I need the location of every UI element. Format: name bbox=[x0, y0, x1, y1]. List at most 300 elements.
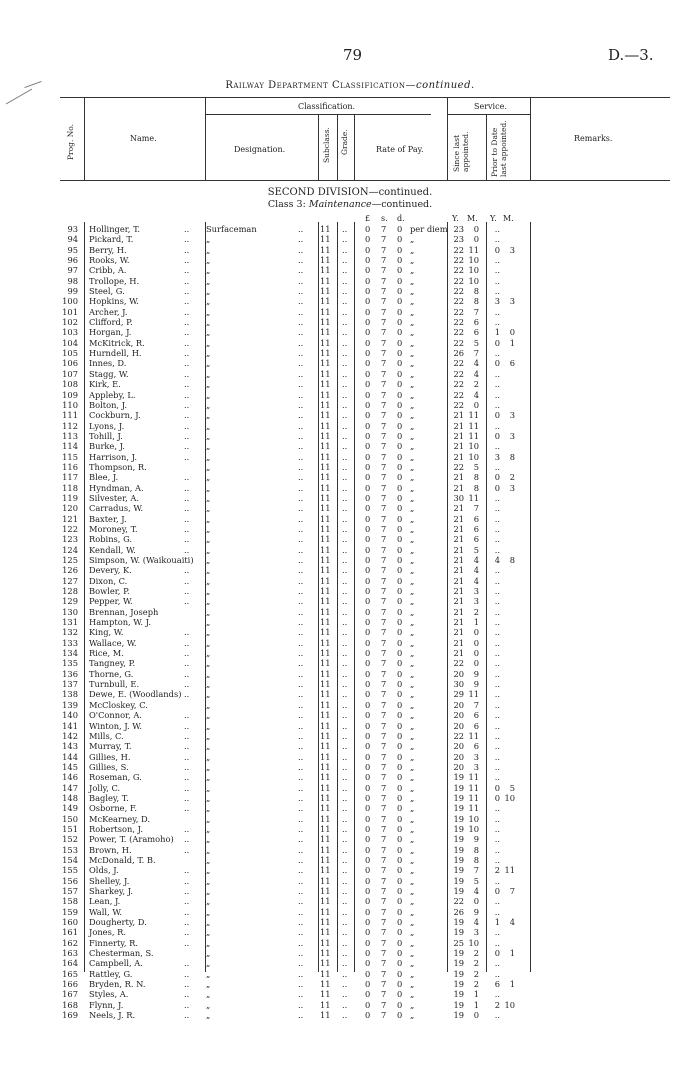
designation: „ bbox=[206, 606, 211, 617]
pay-period: „ bbox=[410, 389, 415, 400]
prior-years: .. bbox=[494, 761, 500, 772]
service-years: 20 bbox=[453, 741, 464, 752]
service-months: 4 bbox=[473, 575, 479, 586]
grade: .. bbox=[342, 792, 348, 803]
grade: .. bbox=[342, 710, 348, 721]
pay-shillings: 7 bbox=[381, 224, 387, 234]
leader-dots: .. bbox=[298, 265, 304, 276]
service-years: 21 bbox=[453, 617, 464, 628]
service-months: 11 bbox=[468, 803, 479, 814]
leader-dots: .. bbox=[184, 658, 190, 669]
service-months: 8 bbox=[473, 844, 479, 855]
table-row bbox=[0, 834, 700, 844]
subclass: 11 bbox=[320, 679, 331, 690]
pay-pounds: 0 bbox=[365, 823, 371, 834]
pay-period: „ bbox=[410, 761, 415, 772]
grade: .. bbox=[342, 544, 348, 555]
leader-dots: .. bbox=[298, 699, 304, 710]
pay-period: „ bbox=[410, 358, 415, 369]
table-row bbox=[0, 327, 700, 337]
pay-shillings: 7 bbox=[381, 513, 387, 524]
table-row bbox=[0, 421, 700, 431]
subclass: 11 bbox=[320, 772, 331, 783]
staff-name: Hampton, W. J. bbox=[89, 617, 151, 628]
pay-period: „ bbox=[410, 348, 415, 359]
subclass: 11 bbox=[320, 906, 331, 917]
service-years: 19 bbox=[453, 875, 464, 886]
pay-pounds: 0 bbox=[365, 410, 371, 421]
pay-pence: 0 bbox=[397, 813, 403, 824]
designation: „ bbox=[206, 648, 211, 659]
pay-period: „ bbox=[410, 658, 415, 669]
pay-pence: 0 bbox=[397, 958, 403, 969]
pay-shillings: 7 bbox=[381, 337, 387, 348]
grade: .. bbox=[342, 720, 348, 731]
pay-pence: 0 bbox=[397, 399, 403, 410]
staff-name: Dixon, C. bbox=[89, 575, 128, 586]
header-classification: Classification. bbox=[298, 102, 356, 111]
pay-period: „ bbox=[410, 482, 415, 493]
prog-no: 99 bbox=[67, 286, 78, 297]
pay-shillings: 7 bbox=[381, 948, 387, 959]
prior-years: .. bbox=[494, 668, 500, 679]
grade: .. bbox=[342, 503, 348, 514]
grade: .. bbox=[342, 782, 348, 793]
service-years: 19 bbox=[453, 792, 464, 803]
division-title: SECOND DIVISION—continued. bbox=[267, 187, 433, 198]
designation: „ bbox=[206, 441, 211, 452]
subclass: 11 bbox=[320, 606, 331, 617]
grade: .. bbox=[342, 586, 348, 597]
pay-pence: 0 bbox=[397, 523, 403, 534]
prior-years: .. bbox=[494, 679, 500, 690]
pay-pence: 0 bbox=[397, 503, 403, 514]
subclass: 11 bbox=[320, 844, 331, 855]
grade: .. bbox=[342, 772, 348, 783]
grade: .. bbox=[342, 854, 348, 865]
prog-no: 129 bbox=[62, 596, 78, 607]
service-years: 22 bbox=[453, 306, 464, 317]
pay-shillings: 7 bbox=[381, 886, 387, 896]
leader-dots: .. bbox=[184, 710, 190, 721]
subclass: 11 bbox=[320, 420, 331, 431]
grade: .. bbox=[342, 296, 348, 307]
designation: „ bbox=[206, 958, 211, 969]
pay-pence: 0 bbox=[397, 255, 403, 266]
leader-dots: .. bbox=[184, 224, 190, 234]
pay-pounds: 0 bbox=[365, 575, 371, 586]
grade: .. bbox=[342, 555, 348, 565]
leader-dots: .. bbox=[298, 968, 304, 979]
class-suffix: —continued. bbox=[371, 199, 433, 210]
subclass: 11 bbox=[320, 834, 331, 845]
pay-shillings: 7 bbox=[381, 617, 387, 628]
table-row bbox=[0, 886, 700, 896]
prog-no: 96 bbox=[67, 255, 78, 266]
service-months: 3 bbox=[473, 751, 479, 762]
service-months: 11 bbox=[468, 792, 479, 803]
pay-pounds: 0 bbox=[365, 999, 371, 1010]
prog-no: 136 bbox=[62, 668, 78, 679]
designation: „ bbox=[206, 865, 211, 876]
service-months: 2 bbox=[473, 979, 479, 990]
pay-shillings: 7 bbox=[381, 565, 387, 576]
service-years: 22 bbox=[453, 896, 464, 907]
pay-shillings: 7 bbox=[381, 575, 387, 586]
grade: .. bbox=[342, 679, 348, 690]
designation: „ bbox=[206, 286, 211, 297]
service-months: 2 bbox=[473, 606, 479, 617]
pay-pence: 0 bbox=[397, 917, 403, 928]
pay-pence: 0 bbox=[397, 627, 403, 638]
leader-dots: .. bbox=[184, 420, 190, 431]
pay-shillings: 7 bbox=[381, 286, 387, 297]
pay-shillings: 7 bbox=[381, 555, 387, 565]
pay-pounds: 0 bbox=[365, 368, 371, 379]
pay-shillings: 7 bbox=[381, 461, 387, 472]
leader-dots: .. bbox=[298, 979, 304, 990]
pay-pounds: 0 bbox=[365, 792, 371, 803]
prior-months: 3 bbox=[509, 244, 515, 255]
service-months: 9 bbox=[473, 668, 479, 679]
designation: „ bbox=[206, 999, 211, 1010]
table-row bbox=[0, 296, 700, 306]
pay-pence: 0 bbox=[397, 472, 403, 483]
leader-dots: .. bbox=[298, 720, 304, 731]
subclass: 11 bbox=[320, 741, 331, 752]
designation: „ bbox=[206, 358, 211, 369]
service-years: 21 bbox=[453, 410, 464, 421]
prog-no: 114 bbox=[62, 441, 78, 452]
grade: .. bbox=[342, 730, 348, 741]
pay-pounds: 0 bbox=[365, 234, 371, 245]
table-row bbox=[0, 638, 700, 648]
pay-shillings: 7 bbox=[381, 410, 387, 421]
pay-period: „ bbox=[410, 886, 415, 896]
subclass: 11 bbox=[320, 979, 331, 990]
leader-dots: .. bbox=[184, 627, 190, 638]
table-row bbox=[0, 721, 700, 731]
pay-shillings: 7 bbox=[381, 420, 387, 431]
leader-dots: .. bbox=[184, 534, 190, 545]
subclass: 11 bbox=[320, 958, 331, 969]
service-years: 19 bbox=[453, 958, 464, 969]
leader-dots: .. bbox=[184, 637, 190, 648]
staff-name: Shelley, J. bbox=[89, 875, 130, 886]
pay-shillings: 7 bbox=[381, 792, 387, 803]
grade: .. bbox=[342, 637, 348, 648]
pay-shillings: 7 bbox=[381, 803, 387, 814]
pay-pounds: 0 bbox=[365, 948, 371, 959]
table-row bbox=[0, 865, 700, 875]
pay-pence: 0 bbox=[397, 637, 403, 648]
prog-no: 120 bbox=[62, 503, 78, 514]
designation: „ bbox=[206, 627, 211, 638]
prior-months: 4 bbox=[509, 917, 515, 928]
pay-pounds: 0 bbox=[365, 275, 371, 286]
pay-pounds: 0 bbox=[365, 327, 371, 338]
staff-name: Rattley, G. bbox=[89, 968, 133, 979]
service-years: 21 bbox=[453, 637, 464, 648]
staff-name: Archer, J. bbox=[89, 306, 128, 317]
pay-pounds: 0 bbox=[365, 503, 371, 514]
pay-pounds: 0 bbox=[365, 751, 371, 762]
staff-name: Wall, W. bbox=[89, 906, 123, 917]
leader-dots: .. bbox=[298, 503, 304, 514]
grade: .. bbox=[342, 834, 348, 845]
grade: .. bbox=[342, 275, 348, 286]
designation: „ bbox=[206, 348, 211, 359]
pay-shillings: 7 bbox=[381, 586, 387, 597]
grade: .. bbox=[342, 886, 348, 896]
subclass: 11 bbox=[320, 658, 331, 669]
service-months: 3 bbox=[473, 927, 479, 938]
pay-shillings: 7 bbox=[381, 989, 387, 1000]
pay-pence: 0 bbox=[397, 968, 403, 979]
subclass: 11 bbox=[320, 544, 331, 555]
prog-no: 164 bbox=[62, 958, 78, 969]
subclass: 11 bbox=[320, 348, 331, 359]
pay-pence: 0 bbox=[397, 379, 403, 390]
pay-pounds: 0 bbox=[365, 306, 371, 317]
designation: „ bbox=[206, 482, 211, 493]
service-years: 19 bbox=[453, 989, 464, 1000]
service-months: 5 bbox=[473, 544, 479, 555]
subclass: 11 bbox=[320, 555, 331, 565]
leader-dots: .. bbox=[298, 286, 304, 297]
pay-pence: 0 bbox=[397, 979, 403, 990]
class-prefix: Class 3: bbox=[267, 199, 306, 210]
prog-no: 101 bbox=[62, 306, 78, 317]
service-years: 21 bbox=[453, 586, 464, 597]
pay-pence: 0 bbox=[397, 865, 403, 876]
prog-no: 135 bbox=[62, 658, 78, 669]
column-divider bbox=[486, 114, 487, 180]
service-years: 19 bbox=[453, 782, 464, 793]
grade: .. bbox=[342, 627, 348, 638]
subclass: 11 bbox=[320, 327, 331, 338]
grade: .. bbox=[342, 337, 348, 348]
pay-period: „ bbox=[410, 606, 415, 617]
service-months: 0 bbox=[473, 399, 479, 410]
pay-period: „ bbox=[410, 534, 415, 545]
prog-no: 150 bbox=[62, 813, 78, 824]
staff-name: Turnbull, E. bbox=[89, 679, 140, 690]
designation: „ bbox=[206, 803, 211, 814]
prior-months: 1 bbox=[509, 337, 515, 348]
pay-period: „ bbox=[410, 586, 415, 597]
designation: „ bbox=[206, 461, 211, 472]
subclass: 11 bbox=[320, 244, 331, 255]
staff-name: Osborne, F. bbox=[89, 803, 137, 814]
subclass: 11 bbox=[320, 389, 331, 400]
pay-period: „ bbox=[410, 844, 415, 855]
designation: „ bbox=[206, 327, 211, 338]
leader-dots: .. bbox=[184, 399, 190, 410]
pay-pounds: 0 bbox=[365, 648, 371, 659]
prior-years: .. bbox=[494, 844, 500, 855]
subclass: 11 bbox=[320, 689, 331, 700]
subclass: 11 bbox=[320, 451, 331, 462]
staff-name: Bryden, R. N. bbox=[89, 979, 146, 990]
designation: „ bbox=[206, 906, 211, 917]
prior-years: 0 bbox=[494, 792, 500, 803]
pay-pounds: 0 bbox=[365, 265, 371, 276]
pay-period: „ bbox=[410, 565, 415, 576]
staff-name: King, W. bbox=[89, 627, 124, 638]
service-years: 21 bbox=[453, 648, 464, 659]
table-row bbox=[0, 855, 700, 865]
leader-dots: .. bbox=[298, 337, 304, 348]
pay-period: „ bbox=[410, 730, 415, 741]
service-months: 11 bbox=[468, 430, 479, 441]
column-divider bbox=[530, 97, 531, 180]
service-years: 22 bbox=[453, 358, 464, 369]
designation: „ bbox=[206, 668, 211, 679]
subclass: 11 bbox=[320, 792, 331, 803]
service-years: 23 bbox=[453, 234, 464, 245]
pay-period: „ bbox=[410, 823, 415, 834]
table-row bbox=[0, 472, 700, 482]
service-months: 1 bbox=[473, 999, 479, 1010]
pay-period: „ bbox=[410, 430, 415, 441]
header-rate-of-pay: Rate of Pay. bbox=[376, 145, 424, 154]
pay-pounds: 0 bbox=[365, 379, 371, 390]
service-years: 19 bbox=[453, 948, 464, 959]
pay-pounds: 0 bbox=[365, 637, 371, 648]
pay-pence: 0 bbox=[397, 244, 403, 255]
staff-name: Lean, J. bbox=[89, 896, 121, 907]
designation: „ bbox=[206, 699, 211, 710]
designation: „ bbox=[206, 927, 211, 938]
prior-years: 0 bbox=[494, 430, 500, 441]
prior-years: .. bbox=[494, 224, 500, 234]
grade: .. bbox=[342, 420, 348, 431]
staff-name: Sharkey, J. bbox=[89, 886, 134, 896]
pay-shillings: 7 bbox=[381, 296, 387, 307]
grade: .. bbox=[342, 917, 348, 928]
service-years: 19 bbox=[453, 854, 464, 865]
prog-no: 117 bbox=[62, 472, 78, 483]
pay-shillings: 7 bbox=[381, 658, 387, 669]
service-months: 2 bbox=[473, 379, 479, 390]
staff-name: Olds, J. bbox=[89, 865, 119, 876]
prior-years: .. bbox=[494, 875, 500, 886]
leader-dots: .. bbox=[298, 875, 304, 886]
prior-months: 11 bbox=[504, 865, 515, 876]
prior-years: 0 bbox=[494, 244, 500, 255]
grade: .. bbox=[342, 958, 348, 969]
grade: .. bbox=[342, 699, 348, 710]
designation: „ bbox=[206, 544, 211, 555]
staff-name: Simpson, W. (Waikouaiti) bbox=[89, 555, 194, 565]
pay-pounds: 0 bbox=[365, 834, 371, 845]
prior-years: .. bbox=[494, 834, 500, 845]
pay-pounds: 0 bbox=[365, 544, 371, 555]
service-years: 21 bbox=[453, 606, 464, 617]
staff-name: Chesterman, S. bbox=[89, 948, 154, 959]
service-years: 22 bbox=[453, 275, 464, 286]
leader-dots: .. bbox=[298, 399, 304, 410]
designation: „ bbox=[206, 523, 211, 534]
leader-dots: .. bbox=[184, 648, 190, 659]
grade: .. bbox=[342, 875, 348, 886]
leader-dots: .. bbox=[298, 906, 304, 917]
prog-no: 159 bbox=[62, 906, 78, 917]
pay-period: „ bbox=[410, 255, 415, 266]
designation: „ bbox=[206, 430, 211, 441]
prior-months: 5 bbox=[509, 782, 515, 793]
pay-shillings: 7 bbox=[381, 937, 387, 948]
designation: „ bbox=[206, 492, 211, 503]
staff-name: Kirk, E. bbox=[89, 379, 121, 390]
designation: „ bbox=[206, 720, 211, 731]
table-row bbox=[0, 948, 700, 958]
staff-name: Flynn, J. bbox=[89, 999, 124, 1010]
prog-no: 121 bbox=[62, 513, 78, 524]
designation: „ bbox=[206, 255, 211, 266]
pay-period: „ bbox=[410, 710, 415, 721]
pay-shillings: 7 bbox=[381, 782, 387, 793]
grade: .. bbox=[342, 668, 348, 679]
pay-pounds: 0 bbox=[365, 482, 371, 493]
leader-dots: .. bbox=[184, 286, 190, 297]
service-months: 0 bbox=[473, 627, 479, 638]
pay-pounds: 0 bbox=[365, 720, 371, 731]
subclass: 11 bbox=[320, 886, 331, 896]
pay-pence: 0 bbox=[397, 875, 403, 886]
grade: .. bbox=[342, 896, 348, 907]
pay-period: „ bbox=[410, 368, 415, 379]
pay-pounds: 0 bbox=[365, 224, 371, 234]
subclass: 11 bbox=[320, 565, 331, 576]
prog-no: 158 bbox=[62, 896, 78, 907]
designation: „ bbox=[206, 565, 211, 576]
grade: .. bbox=[342, 348, 348, 359]
staff-name: Hollinger, T. bbox=[89, 224, 141, 234]
pay-period: „ bbox=[410, 410, 415, 421]
service-years: 22 bbox=[453, 327, 464, 338]
prior-years: .. bbox=[494, 275, 500, 286]
table-row bbox=[0, 979, 700, 989]
service-months: 9 bbox=[473, 834, 479, 845]
pay-period: „ bbox=[410, 968, 415, 979]
prior-years: .. bbox=[494, 772, 500, 783]
service-years: 22 bbox=[453, 244, 464, 255]
service-years: 20 bbox=[453, 761, 464, 772]
subclass: 11 bbox=[320, 482, 331, 493]
staff-name: Carradus, W. bbox=[89, 503, 144, 514]
subclass: 11 bbox=[320, 596, 331, 607]
pay-shillings: 7 bbox=[381, 379, 387, 390]
service-months: 6 bbox=[473, 523, 479, 534]
leader-dots: .. bbox=[298, 772, 304, 783]
leader-dots: .. bbox=[298, 244, 304, 255]
grade: .. bbox=[342, 234, 348, 245]
leader-dots: .. bbox=[298, 648, 304, 659]
staff-name: Bolton, J. bbox=[89, 399, 128, 410]
prog-no: 162 bbox=[62, 937, 78, 948]
prog-no: 119 bbox=[62, 492, 78, 503]
service-months: 4 bbox=[473, 886, 479, 896]
pay-shillings: 7 bbox=[381, 472, 387, 483]
leader-dots: .. bbox=[298, 472, 304, 483]
service-years: 19 bbox=[453, 917, 464, 928]
prog-no: 103 bbox=[62, 327, 78, 338]
staff-name: Neels, J. R. bbox=[89, 1010, 136, 1021]
leader-dots: .. bbox=[298, 730, 304, 741]
service-years: 21 bbox=[453, 472, 464, 483]
